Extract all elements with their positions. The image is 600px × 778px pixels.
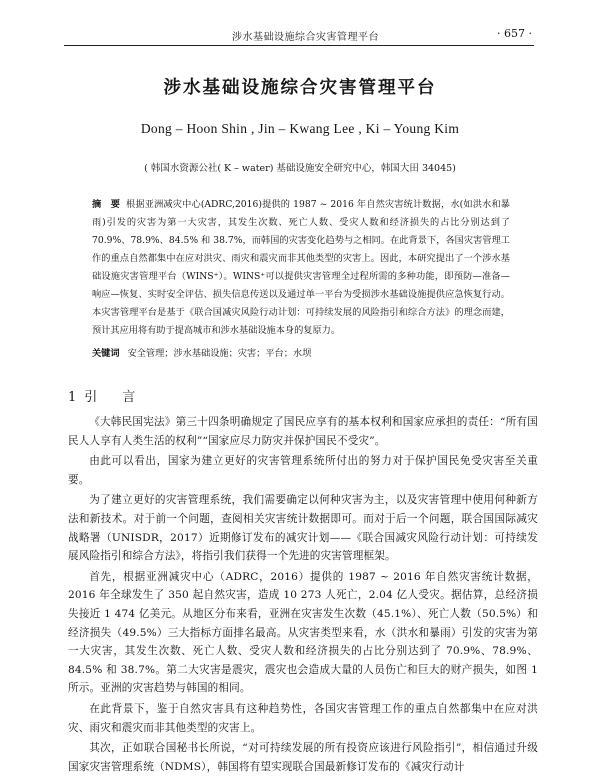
section-title: 引 言 (84, 390, 142, 405)
page-number: · 657 · (497, 27, 532, 40)
author-affiliation: ( 韩国水资源公社( K – water) 基础设施安全研究中心，韩国大田 34045) (144, 163, 456, 174)
keywords-text: 安全管理；涉水基础设施；灾害；平台；水坝 (127, 348, 312, 359)
body-text (68, 413, 538, 778)
author-list: Dong – Hoon Shin , Jin – Kwang Lee , Ki – Young Kim (140, 121, 460, 136)
abstract (92, 196, 510, 340)
section-heading (68, 386, 141, 405)
running-header (64, 25, 534, 46)
keywords-label: 关键词 (92, 348, 120, 359)
paragraph: 为了建立更好的灾害管理系统，我们需要确定以何种灾害为主，以及灾害管理中使用何种新方法和新技术。对于前一个问题，查阅相关灾害统计数据即可。而对于后一个问题，联合国国际减灾战略署（UNISDR，2017）近期修订发布的减灾计划——《联合国减灾风险行动计划：可持续发展风险指引和综合方法》，将指引我们获得一个先进的灾害管理框架。 (68, 494, 538, 563)
keywords (92, 345, 510, 359)
section-number: 1 (68, 390, 77, 405)
paper-title: 涉水基础设施综合灾害管理平台 (163, 78, 437, 98)
paragraph: 首先，根据亚洲减灾中心（ADRC，2016）提供的 1987 ~ 2016 年自然灾害统计数据，2016 年全球发生了 350 起自然灾害，造成 10 273 人死亡，2.04 亿人受灾。据估算，总经济损失接近 1 474 亿美元。从地区分布来看，亚洲在灾害发生次数（45.1%）、死亡人数（50.5%）和经济损失（49.5%）三大指标方面排名最高。从灾害类型来看，水（洪水和暴雨）引发的灾害为第一大灾害，其发生次数、死亡人数、受灾人数和经济损失的占比分别达到了 70.9%、78.9%、84.5% 和 38.7%。第二大灾害是震灾，震灾也会造成大量的人员伤亡和巨大的财产损失，如图 1 所示。亚洲的灾害趋势与韩国的相同。 (68, 570, 538, 695)
abstract-label: 摘 要 (92, 199, 121, 210)
paragraph: 在此背景下，鉴于自然灾害具有这种趋势性，各国灾害管理工作的重点自然都集中在应对洪灾、雨灾和震灾而非其他类型的灾害上。 (68, 702, 538, 734)
abstract-text: 根据亚洲减灾中心(ADRC,2016)提供的 1987 ~ 2016 年自然灾害统计数据，水(如洪水和暴雨)引发的灾害为第一大灾害，其发生次数、死亡人数、受灾人数和经济损失的占比分别达到了 70.9%、78.9%、84.5% 和 38.7%，而韩国的灾害变化趋势与之相同。在此背景下，各国灾害管理工作的重点自然都集中在应对洪灾、雨灾和震灾而非其他类型的灾害上。因此，本研究提出了一个涉水基础设施灾害管理平台（WINS⁺）。WINS⁺可以提供灾害管理全过程所需的多种功能，即预防—准备—响应—恢复、实时安全评估、损失信息传送以及通过单一平台为受损涉水基础设施提供应急恢复行动。本灾害管理平台是基于《联合国减灾风险行动计划：可持续发展的风险指引和综合方法》的理念而建，预计其应用将有助于提高城市和涉水基础设施本身的复原力。 (92, 199, 510, 336)
paragraph: 由此可以看出，国家为建立更好的灾害管理系统所付出的努力对于保护国民免受灾害至关重要。 (68, 455, 538, 486)
running-header-title: 涉水基础设施综合灾害管理平台 (232, 32, 379, 43)
paragraph: 《大韩民国宪法》第三十四条明确规定了国民应享有的基本权利和国家应承担的责任：“所有国民人人享有人类生活的权利”“国家应尽力防灾并保护国民不受灾”。 (68, 416, 538, 447)
paragraph: 其次，正如联合国秘书长所说，“对可持续发展的所有投资应该进行风险指引”，相信通过升级国家灾害管理系统（NDMS），韩国将有望实现联合国最新修订发布的《减灾行动计 (68, 742, 538, 773)
